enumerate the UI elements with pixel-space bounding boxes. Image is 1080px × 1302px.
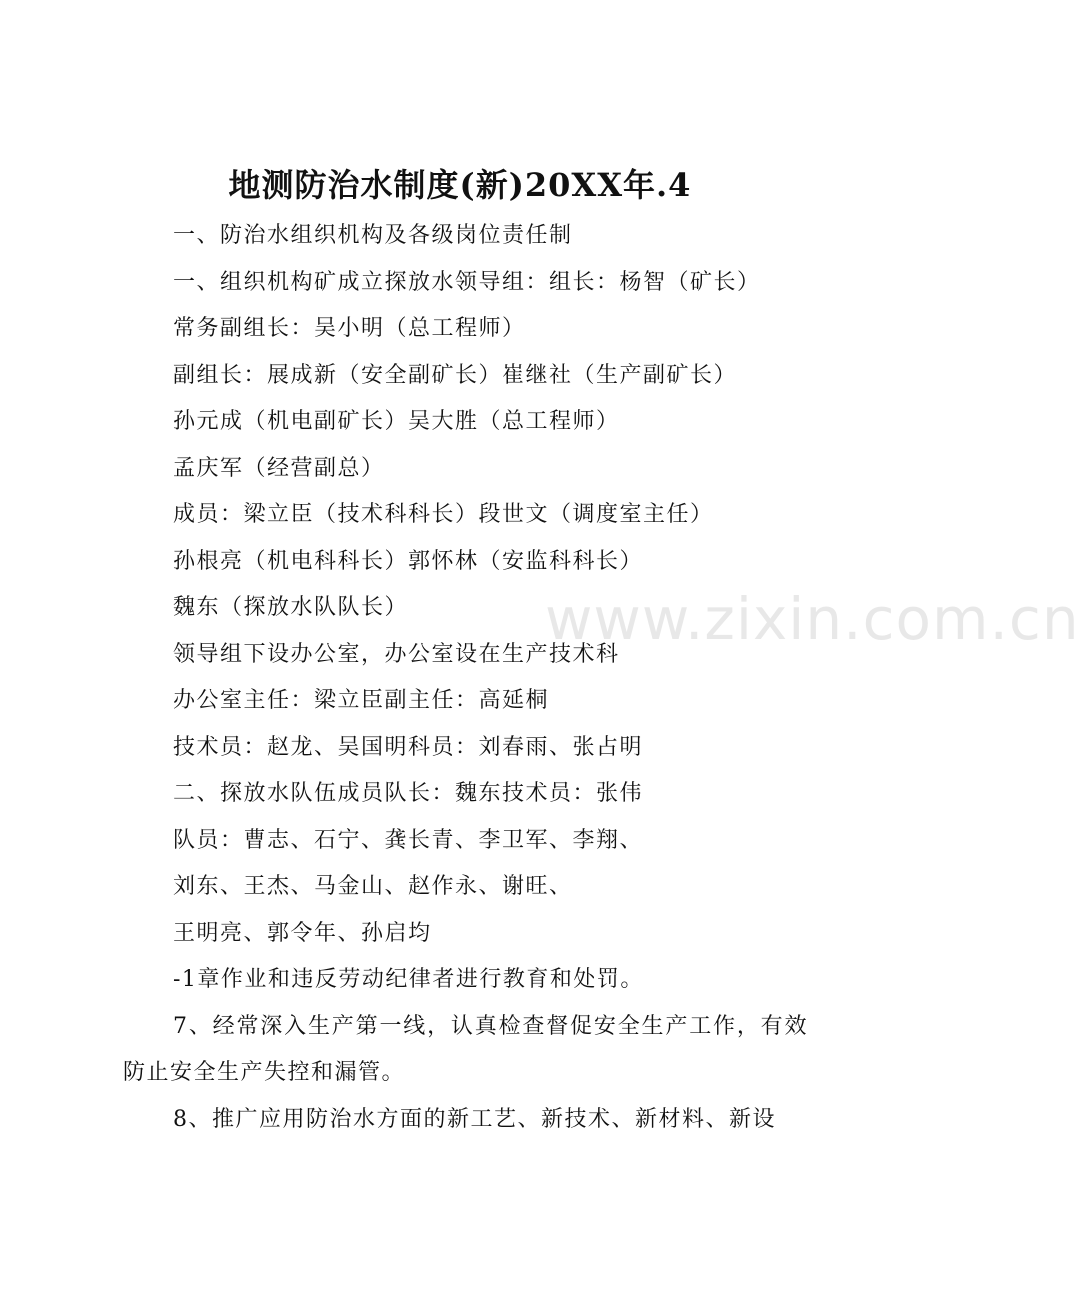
body-line: 一、防治水组织机构及各级岗位责任制 [173, 223, 573, 248]
body-line: 王明亮、郭令年、孙启均 [173, 920, 432, 946]
body-line: 刘东、王杰、马金山、赵作永、谢旺、 [173, 874, 573, 899]
body-paragraph: 8、推广应用防治水方面的新工艺、新技术、新材料、新设 [173, 1106, 776, 1132]
body-line: 孙根亮（机电科科长）郭怀林（安监科科长） [173, 548, 644, 574]
body-line: 办公室主任：梁立臣副主任：高延桐 [173, 688, 550, 713]
watermark: www.zixin.com.cn [545, 585, 1080, 653]
body-line: 孙元成（机电副矿长）吴大胜（总工程师） [173, 409, 620, 434]
body-line: 常务副组长：吴小明（总工程师） [173, 316, 526, 341]
body-line: 二、探放水队伍成员队长：魏东技术员：张伟 [173, 781, 644, 806]
body-line: -1章作业和违反劳动纪律者进行教育和处罚。 [173, 967, 644, 992]
body-line: 队员：曹志、石宁、龚长青、李卫军、李翔、 [173, 827, 644, 853]
body-line: 领导组下设办公室，办公室设在生产技术科 [173, 641, 620, 667]
body-line: 孟庆军（经营副总） [173, 455, 385, 481]
body-line: 副组长：展成新（安全副矿长）崔继社（生产副矿长） [173, 362, 738, 388]
body-line: 魏东（探放水队队长） [173, 595, 409, 620]
body-paragraph: 7、经常深入生产第一线，认真检查督促安全生产工作，有效防止安全生产失控和漏管。 [123, 1013, 808, 1085]
body-line: 一、组织机构矿成立探放水领导组：组长：杨智（矿长） [173, 269, 761, 295]
body-line: 技术员：赵龙、吴国明科员：刘春雨、张占明 [173, 734, 644, 760]
body-line: 成员：梁立臣（技术科科长）段世文（调度室主任） [173, 502, 714, 527]
document-body [123, 213, 808, 1143]
document-title: 地测防治水制度(新)20XX年.4 [228, 166, 692, 204]
